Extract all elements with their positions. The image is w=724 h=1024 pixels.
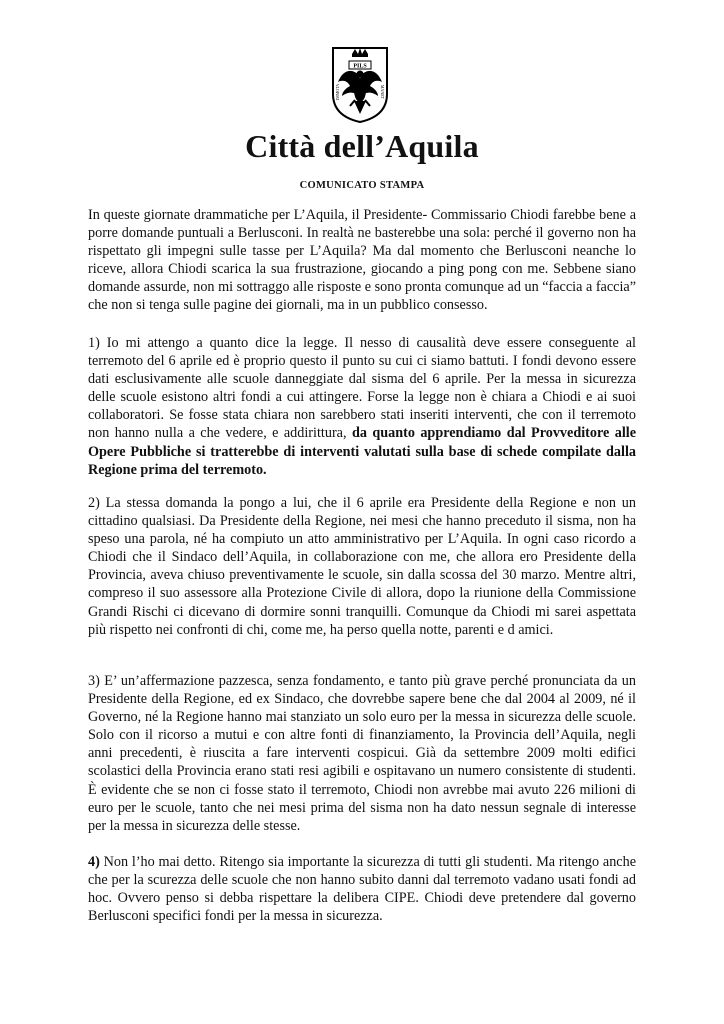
city-crest-logo <box>330 46 390 124</box>
city-title: Città dell’Aquila <box>245 128 479 164</box>
paragraph-point-2: 2) La stessa domanda la pongo a lui, che il 6 aprile era Presidente della Regione e non un cittadino qualsiasi. Da Presidente della Regione, nei mesi che hanno preceduto il sisma, non ha speso una parola, né ha compiuto un atto amministrativo per L’Aquila. In ogni caso ricordo a Chiodi che il Sindaco dell’Aquila, in collaborazione con me, che allora ero Presidente della Provincia, aveva chiuso preventivamente le scuole, sin dalla scossa del 30 marzo. Mentre altri, compreso il suo assessore alla Protezione Civile di allora, dopo la riunione della Commissione Grandi Rischi ci dicevano di dormire sonni tranquilli. Comunque da Chiodi mi sarei aspettata più rispetto nei confronti di chi, come me, ha perso quella notte, parenti e d amici. <box>88 495 636 638</box>
point-1-text: 1) Io mi attengo a quanto dice la legge. Il nesso di causalità deve essere conseguente al terremoto del 6 aprile ed è proprio questo il punto su cui ci siamo battuti. I fondi devono essere dati esclusivamente alle scuole danneggiate dal sisma del 6 aprile. Per la messa in sicurezza delle scuole esistono altri fondi a cui attingere. Forse la legge non è chiara a Chiodi e ai suoi collaboratori. Se fosse stata chiara non sarebbero stati inseriti interventi, che con il terremoto non hanno nulla a che vedere, e addirittura, <box>88 335 636 442</box>
point-1-bold-text: da quanto apprendiamo dal Provveditore alle Opere Pubbliche si tratterebbe di interventi valutati sulla base di schede compilate dalla Regione prima del terremoto. <box>88 425 637 478</box>
crest-motto-right: MANET <box>380 84 385 100</box>
crest-motto-top: PILS <box>353 63 367 70</box>
point-4-number: 4) <box>88 854 100 870</box>
point-4-text: Non l’ho mai detto. Ritengo sia importante la sicurezza di tutti gli studenti. Ma ritengo anche che per la scurezza delle scuole che non hanno subito danni dal terremoto vadano usati fondi ad hoc. Ovvero penso si debba rispettare la delibera CIPE. Chiodi deve pretendere dal governo Berlusconi specifici fondi per la messa in sicurezza. <box>88 854 636 925</box>
paragraph-intro: In queste giornate drammatiche per L’Aquila, il Presidente- Commissario Chiodi farebbe bene a porre domande puntuali a Berlusconi. In realtà ne basterebbe una sola: perché il governo non ha rispettato gli impegni sulle tasse per L’Aquila? Ma dal momento che Berlusconi neanche lo riceve, allora Chiodi scarica la sua frustrazione, giocando a ping pong con me. Sebbene siano domande assurde, non mi sottraggo alle risposte e sono pronta comunque ad un “faccia a faccia” che non si tenga sulle pagine dei giornali, ma in un pubblico consesso. <box>88 207 636 314</box>
paragraph-point-4 <box>88 853 636 925</box>
paragraph-point-3: 3) E’ un’affermazione pazzesca, senza fondamento, e tanto più grave perché pronunciata da un Presidente della Regione, ed ex Sindaco, che dovrebbe sapere bene che dal 2004 al 2009, né il Governo, né la Regione hanno mai stanziato un solo euro per la messa in sicurezza delle scuole. Solo con il ricorso a mutui e con altre fonti di finanziamento, la Provincia dell’Aquila, negli anni precedenti, è riuscita a fare interventi cospicui. Già da settembre 2009 molti edifici scolastici della Provincia erano stati resi agibili e ospitavano un numero consistente di studenti. È evidente che se non ci fosse stato il terremoto, Chiodi non avrebbe mai avuto 226 milioni di euro per le scuole, tanto che nei mesi prima del sisma non ha dato nessun segnale di interesse per la messa in sicurezza delle stesse. <box>88 673 636 834</box>
paragraph-point-1 <box>88 334 636 479</box>
document-heading: COMUNICATO STAMPA <box>299 180 425 191</box>
crest-motto-left: IMMOTA <box>335 83 340 101</box>
